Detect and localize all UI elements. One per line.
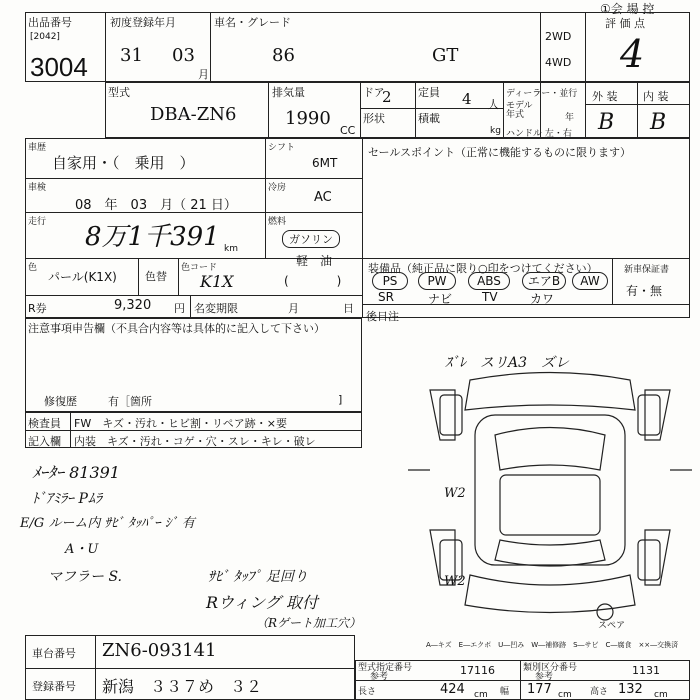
score: 4	[620, 32, 645, 76]
shift-label: シフト	[268, 143, 296, 153]
fuel: ガソリン	[282, 230, 340, 248]
fuel-label: 燃料	[268, 217, 287, 227]
chassis-number: ZN6-093141	[102, 640, 217, 661]
sales-point-label: セールスポイント（正常に機能するものに限ります）	[368, 146, 632, 159]
model-label: 型式	[108, 86, 130, 99]
diagram-top-note: ｽﾞﾚ スリA3 ズレ	[445, 355, 570, 371]
fuel-light: 軽 油	[296, 254, 333, 268]
drive-4wd: 4WD	[545, 56, 572, 69]
note-gate-holes: （Rゲート加工穴）	[256, 616, 362, 630]
type-label: 車歴	[28, 143, 47, 153]
title-deadline-label: 名変期限	[194, 302, 238, 315]
note-engine-room: E/G ルーム内 ｻﾋﾞ ﾀｯﾊﾟｰ ｼﾞ 有	[20, 516, 195, 531]
class-ref: 参考	[535, 672, 554, 682]
drive-2wd: 2WD	[545, 30, 572, 43]
recycle-label: R券	[28, 302, 47, 315]
plate-label: 登録番号	[32, 680, 76, 693]
top-right-text: ①会 場 控	[600, 2, 655, 16]
damage-legend: A―キズ E―エクボ U―凹み W―補修跡 S―サビ C―腐食 ××―交換済	[426, 641, 679, 649]
color-code-label: 色コード	[181, 263, 218, 273]
diagram-w2-side: W2	[444, 486, 466, 501]
year-unit: 年	[565, 113, 575, 123]
type-cert-ref: 参考	[370, 672, 389, 682]
equip-ps: PS	[372, 272, 408, 290]
inspection-label: 車検	[28, 183, 47, 193]
interior-label: 内 装	[643, 90, 669, 103]
car-name: 86	[272, 45, 295, 66]
mileage-label: 走行	[28, 217, 47, 227]
equip-leather: カワ	[530, 292, 555, 306]
displacement-label: 排気量	[272, 86, 305, 99]
kg-unit: kg	[490, 126, 501, 136]
chassis-label: 車台番号	[32, 647, 76, 660]
capacity-label: 定員	[418, 86, 440, 99]
equip-abs: ABS	[468, 272, 510, 290]
inspector-label-2: 記入欄	[28, 435, 61, 448]
notes-label: 注意事項申告欄（不具合内容等は具体的に記入して下さい）	[28, 322, 325, 335]
equip-tv: TV	[482, 290, 498, 304]
interior-grade: B	[650, 110, 667, 135]
recycle: 9,320	[114, 298, 152, 313]
grade: GT	[432, 45, 459, 66]
inspection: 08 年 03 月（ 21 日）	[75, 198, 237, 213]
lot-label: 出品番号	[28, 16, 72, 29]
equip-airbag: エアB	[522, 272, 566, 290]
color-label: 色	[28, 263, 38, 273]
model: DBA-ZN6	[150, 104, 237, 125]
height-unit: cm	[654, 690, 668, 700]
people-unit: 人	[488, 98, 499, 111]
width-label: 幅	[500, 687, 510, 697]
new-warranty-label: 新車保証書	[624, 265, 670, 275]
equip-navi: ナビ	[428, 292, 453, 306]
type-cert-number: 17116	[460, 664, 495, 677]
diagram-spare: スペア	[598, 621, 626, 631]
km-unit: km	[224, 244, 238, 254]
shift: 6MT	[312, 156, 338, 170]
note-muffler: マフラー S.	[48, 569, 122, 585]
length: 424	[440, 682, 465, 697]
length-unit: cm	[474, 690, 488, 700]
inspector-label-1: 検査員	[28, 417, 61, 430]
exterior-label: 外 装	[592, 90, 618, 103]
cc-unit: CC	[340, 124, 356, 137]
dealer-label: ディーラー・並行	[506, 89, 578, 99]
displacement: 1990	[285, 108, 331, 129]
capacity: 4	[462, 90, 472, 108]
yen-unit: 円	[174, 302, 185, 315]
repair-text: 有［箇所	[108, 395, 152, 408]
diagram-w2-rear: W2	[444, 574, 466, 589]
equipment-label: 装備品（純正品に限り○印をつけてください）	[368, 262, 598, 275]
shape-label: 形状	[363, 112, 385, 125]
color-code: K1X	[200, 272, 234, 291]
height-label: 高さ	[590, 687, 609, 697]
mileage: 8万1千391	[85, 222, 220, 252]
ac-label: 冷房	[268, 183, 287, 193]
class-label: 類別区分番号	[523, 663, 578, 673]
exterior-grade: B	[598, 110, 615, 135]
length-label: 長さ	[358, 687, 377, 697]
first-reg-label: 初度登録年月	[110, 16, 176, 29]
car-name-label: 車名・グレード	[214, 16, 291, 29]
plate-number: 新潟 ３３７め ３２	[102, 677, 263, 696]
doors: 2	[382, 88, 392, 106]
lot-number: 3004	[30, 52, 88, 82]
handle-label: ハンドル 左・右	[506, 129, 572, 139]
class-number: 1131	[632, 664, 660, 677]
new-warranty: 有・無	[626, 284, 663, 298]
equip-sr: SR	[378, 290, 394, 304]
auction-sheet: ①会 場 控 出品番号 [2042] 3004 初度登録年月 31 03 月 車名・グレード 86 GT 2WD 4WD 評 価 点 4 型式 DBA-ZN6 排気量 1990 CC ドア 2 定員 4 人 形状 積載 kg ディーラー・並行 モデル年式 年 ハンドル 左・右 外 装 内 装 B B 車歴 自家用・（ 乗用 ） シフト 6MT 車検 08 年 03 月（ 21 日） 冷房 AC 走行 8万1千391 km 燃料 ガソリン 軽 油 ( ) 色 パール(K1X) 色替 色コード K1X R券 9,320 円 名変期限 月 日 セールスポイント（正常に機能するものに限ります） 装備品（純正品に限り○印をつけてください） 新車保証書 有・無 PS PW ABS エアB AW SR ナビ TV カワ 後日注 注意事項申告欄（不具合内容等は具体的に記入して下さい） 修復歴 有［箇所 ] 検査員 記入欄 FW キズ・汚れ・ヒビ割・リペア跡・×要 内装 キズ・汚れ・コゲ・穴・スレ・キレ・破レ ﾒｰﾀｰ 81391 ﾄﾞｱﾐﾗｰ Pﾑﾗ E/G ルーム内 ｻﾋﾞ ﾀｯﾊﾟｰ ｼﾞ 有 A・U マフラー S. ｻﾋﾞ ﾀｯﾌﾟ 足回り Rウィング 取付 （Rゲート加工穴） ｽﾞﾚ スリA3 ズレ W2 W2 スペア A―キズ E―エクボ U―凹み W―補修跡 S―サビ C―腐食 ××―交換済 車台番号 ZN6-093141 登録番号 新潟 ３３７め ３２ 型式指定番号 参考 17116 類別区分番号 参考 1131 長さ 424 cm 幅 177 cm 高さ 132 cm	[0, 0, 700, 700]
note-au: A・U	[65, 542, 99, 557]
first-reg-year: 31	[120, 45, 143, 66]
score-label: 評 価 点	[605, 17, 645, 30]
note-suspension: ｻﾋﾞ ﾀｯﾌﾟ 足回り	[208, 569, 308, 585]
usage-type: 自家用・（ 乗用 ）	[52, 154, 195, 172]
deadline-month: 月	[288, 302, 299, 315]
type-cert-label: 型式指定番号	[358, 663, 413, 673]
equip-aw: AW	[572, 272, 608, 290]
repair-label: 修復歴	[44, 395, 77, 408]
color-change-label: 色替	[145, 270, 167, 283]
deadline-day: 日	[343, 302, 354, 315]
load-label: 積載	[418, 112, 440, 125]
fuel-blank: ( )	[284, 274, 342, 288]
equip-pw: PW	[418, 272, 456, 290]
after-label: 後日注	[366, 310, 399, 323]
color: パール(K1X)	[48, 270, 117, 284]
width: 177	[527, 682, 552, 697]
height: 132	[618, 682, 643, 697]
doors-label: ドア	[363, 86, 385, 99]
note-meter: ﾒｰﾀｰ 81391	[32, 463, 120, 482]
width-unit: cm	[558, 690, 572, 700]
ac: AC	[314, 190, 332, 205]
first-reg-month: 03	[172, 45, 195, 66]
inspector-row-2: 内装 キズ・汚れ・コゲ・穴・スレ・キレ・破レ	[74, 435, 316, 448]
lot-sub: [2042]	[30, 32, 60, 42]
month-unit: 月	[198, 68, 209, 81]
inspector-row-1: FW キズ・汚れ・ヒビ割・リペア跡・×要	[74, 417, 287, 430]
note-mirror: ﾄﾞｱﾐﾗｰ Pﾑﾗ	[32, 491, 102, 507]
model-year-label: モデル年式	[506, 101, 533, 120]
note-rear-wing: Rウィング 取付	[206, 593, 318, 612]
